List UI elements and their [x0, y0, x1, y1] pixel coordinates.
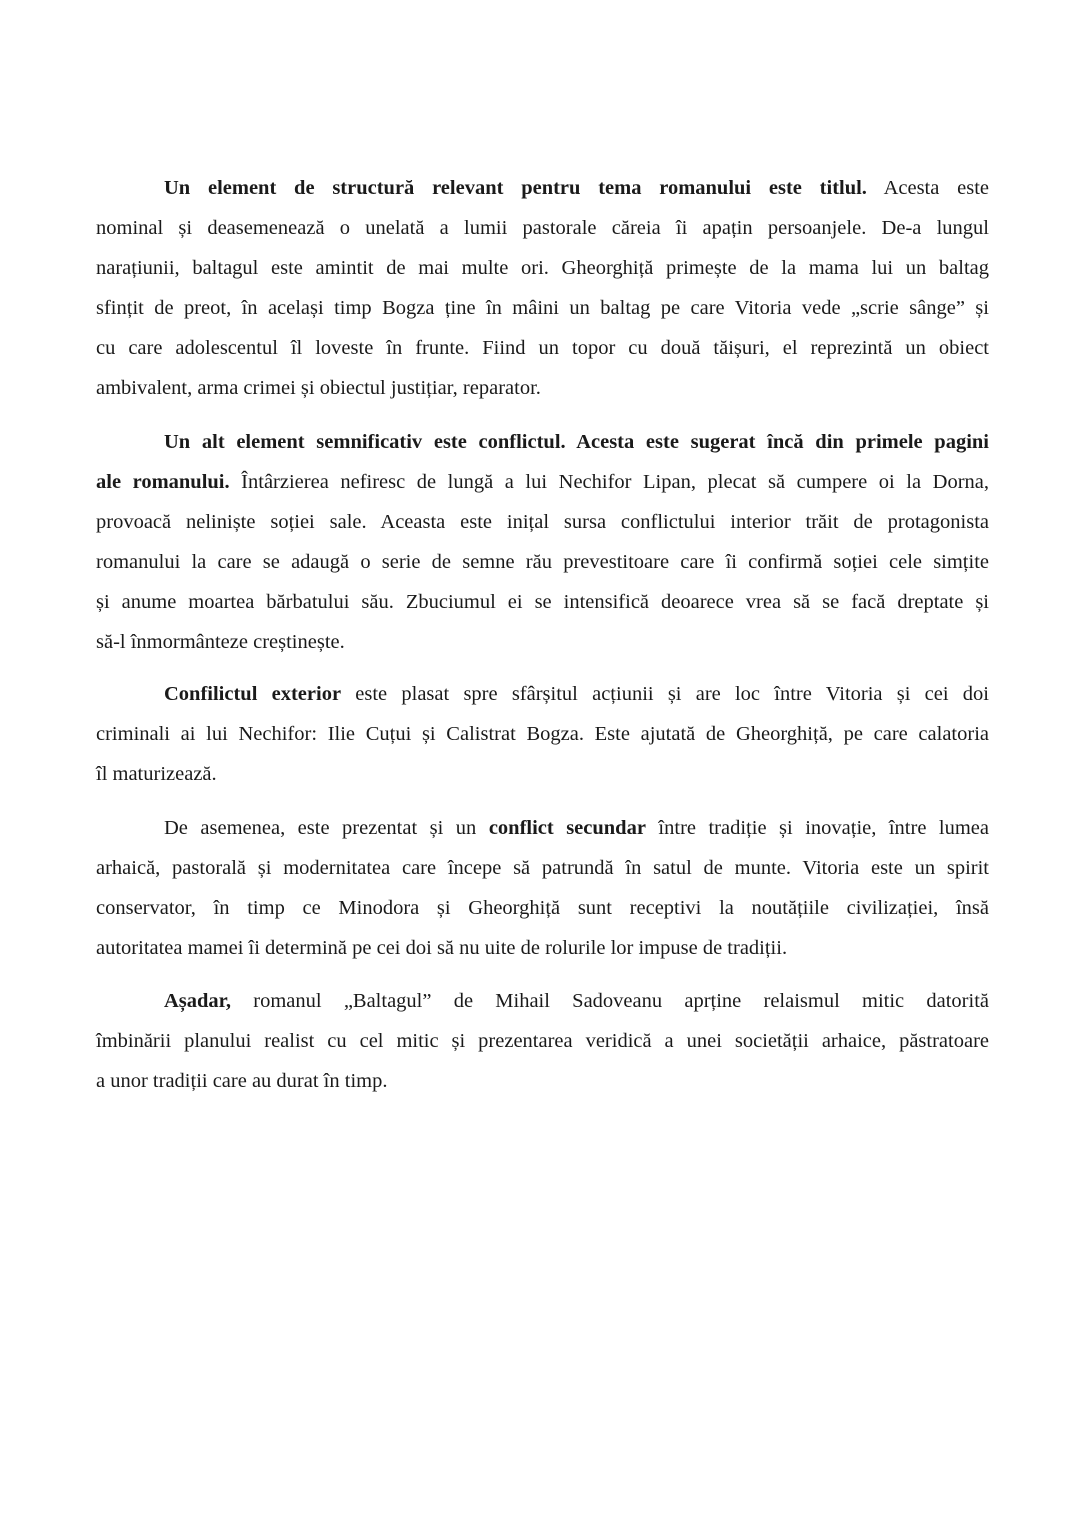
text-line: narațiunii, baltagul este amintit de mai multe ori. Gheorghiță primește de la mama lui un baltag [96, 257, 989, 279]
text-line: îmbinării planului realist cu cel mitic și prezentarea veridică a unei societății arhaice, păstratoare [96, 1030, 989, 1052]
bold-phrase: ale romanului. [96, 471, 230, 493]
text-line: romanului la care se adaugă o serie de semne rău prevestitoare care îi confirmă soției cele simțite [96, 551, 989, 573]
text-line: și anume moartea bărbatului său. Zbuciumul ei se intensifică deoarece vrea să se facă dreptate și [96, 591, 989, 613]
text-line [96, 808, 989, 848]
paragraph-titlul [96, 168, 989, 408]
text-line [96, 422, 989, 462]
text-line: îl maturizează. [96, 763, 217, 785]
text-line: arhaică, pastorală și modernitatea care începe să patrundă în satul de munte. Vitoria este un spirit [96, 857, 989, 879]
line-text: Întârzierea nefiresc de lungă a lui Nechifor Lipan, plecat să cumpere oi la Dorna, [229, 471, 989, 493]
text-line: cu care adolescentul îl loveste în frunte. Fiind un topor cu două tăișuri, el reprezintă un obiect [96, 337, 989, 359]
text-line: provoacă neliniște soției sale. Aceasta este inițal sursa conflictului interior trăit de protagonista [96, 511, 989, 533]
bold-phrase: Un alt element semnificativ este conflictul. Acesta este sugerat încă din primele pagini [164, 431, 989, 453]
text-line [96, 168, 989, 208]
bold-phrase: Așadar, [164, 990, 232, 1012]
text-line: ambivalent, arma crimei și obiectul justițiar, reparator. [96, 377, 541, 399]
bold-phrase: conflict secundar [488, 817, 646, 839]
paragraph-conflict-secundar [96, 808, 989, 968]
line-text: De asemenea, este prezentat și un [164, 817, 489, 839]
text-line: criminali ai lui Nechifor: Ilie Cuțui și Calistrat Bogza. Este ajutată de Gheorghiță, pe care calatoria [96, 723, 989, 745]
text-line: conservator, în timp ce Minodora și Gheorghiță sunt receptivi la noutățiile civilizației, însă [96, 897, 989, 919]
line-text: romanul „Baltagul” de Mihail Sadoveanu aprține relaismul mitic datorită [231, 990, 989, 1012]
text-line [96, 674, 989, 714]
text-line: sfințit de preot, în același timp Bogza ține în mâini un baltag pe care Vitoria vede „scrie sânge” și [96, 297, 989, 319]
line-text: este plasat spre sfârșitul acțiunii și are loc între Vitoria și cei doi [341, 683, 989, 705]
text-line: nominal și deasemenează o unelată a lumii pastorale căreia îi apațin persoanjele. De-a lungul [96, 217, 989, 239]
text-line [96, 462, 989, 502]
line-text: între tradiție și inovație, între lumea [645, 817, 989, 839]
text-line: autoritatea mamei îi determină pe cei doi să nu uite de rolurile lor impuse de tradiții. [96, 937, 788, 959]
line-text: Acesta este [866, 177, 989, 199]
paragraph-conflictul [96, 422, 989, 662]
paragraph-concluzie [96, 981, 989, 1101]
text-line: a unor tradiții care au durat în timp. [96, 1070, 388, 1092]
bold-phrase: Un element de structură relevant pentru tema romanului este titlul. [164, 177, 867, 199]
text-line [96, 981, 989, 1021]
text-line: să-l înmormânteze creștinește. [96, 631, 345, 653]
paragraph-conflictul-exterior [96, 674, 989, 794]
bold-phrase: Confilictul exterior [164, 683, 342, 705]
